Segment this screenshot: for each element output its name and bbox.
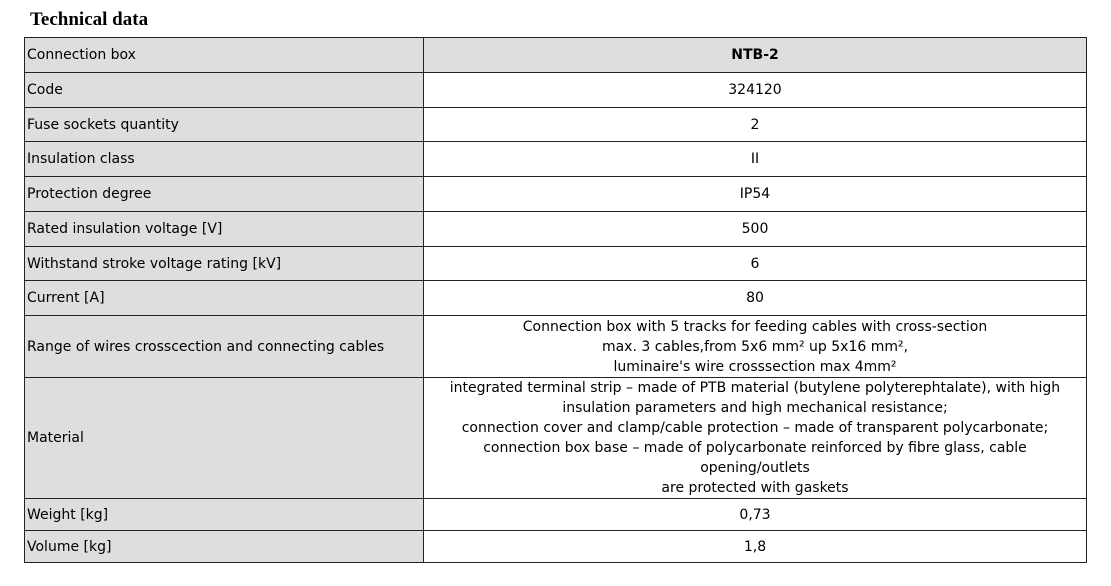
- technical-data-table: [24, 37, 1087, 563]
- value-line: 0,73: [739, 506, 771, 523]
- value-line: luminaire's wire crosssection max 4mm²: [613, 358, 897, 375]
- row-label: Current [A]: [25, 281, 424, 316]
- value-line: max. 3 cables,from 5x6 mm² up 5x16 mm²,: [601, 338, 909, 355]
- table-row: [25, 499, 1087, 531]
- value-line: 80: [746, 290, 764, 306]
- table-row: [25, 378, 1087, 499]
- row-label: Insulation class: [25, 142, 424, 177]
- row-label: Weight [kg]: [25, 499, 424, 531]
- value-line: connection box base – made of polycarbonate reinforced by fibre glass, cable opening/outlets: [483, 440, 1027, 476]
- table-row: [25, 281, 1087, 316]
- table-row: [25, 247, 1087, 281]
- value-line: integrated terminal strip – made of PTB material (butylene polyterephtalate), with high: [449, 380, 1061, 396]
- value-line: 500: [741, 221, 769, 237]
- row-value: [424, 108, 1087, 142]
- table-row: [25, 316, 1087, 378]
- row-value: [424, 247, 1087, 281]
- row-value: [424, 142, 1087, 177]
- value-line: 1,8: [743, 538, 767, 555]
- row-label: Protection degree: [25, 177, 424, 212]
- table-row: [25, 212, 1087, 247]
- row-value: [424, 378, 1087, 499]
- table-row: [25, 108, 1087, 142]
- table-row: [25, 177, 1087, 212]
- table-row: [25, 73, 1087, 108]
- row-value: [424, 38, 1087, 73]
- value-line: Connection box with 5 tracks for feeding cables with cross-section: [522, 318, 988, 335]
- value-line: 2: [750, 116, 760, 133]
- value-line: 6: [750, 255, 760, 272]
- row-label: Code: [25, 73, 424, 108]
- value-line: insulation parameters and high mechanical resistance;: [562, 400, 948, 416]
- row-label: Volume [kg]: [25, 531, 424, 563]
- row-label: Material: [25, 378, 424, 499]
- page-title: Technical data: [30, 9, 149, 30]
- row-label: Fuse sockets quantity: [25, 108, 424, 142]
- value-line: are protected with gaskets: [661, 480, 849, 496]
- row-value: [424, 281, 1087, 316]
- row-value: [424, 73, 1087, 108]
- value-line: IP54: [739, 186, 771, 202]
- value-line: 324120: [728, 82, 782, 98]
- row-label: Connection box: [25, 38, 424, 73]
- row-value: [424, 499, 1087, 531]
- row-value: [424, 177, 1087, 212]
- row-label: Range of wires crosscection and connecting cables: [25, 316, 424, 378]
- row-label: Rated insulation voltage [V]: [25, 212, 424, 247]
- table-row: [25, 38, 1087, 73]
- row-value: [424, 316, 1087, 378]
- value-line: II: [750, 151, 760, 167]
- row-label: Withstand stroke voltage rating [kV]: [25, 247, 424, 281]
- row-value: [424, 531, 1087, 563]
- row-value: [424, 212, 1087, 247]
- value-line: NTB-2: [731, 47, 779, 63]
- table-row: [25, 142, 1087, 177]
- value-line: connection cover and clamp/cable protection – made of transparent polycarbonate;: [461, 420, 1049, 436]
- table-row: [25, 531, 1087, 563]
